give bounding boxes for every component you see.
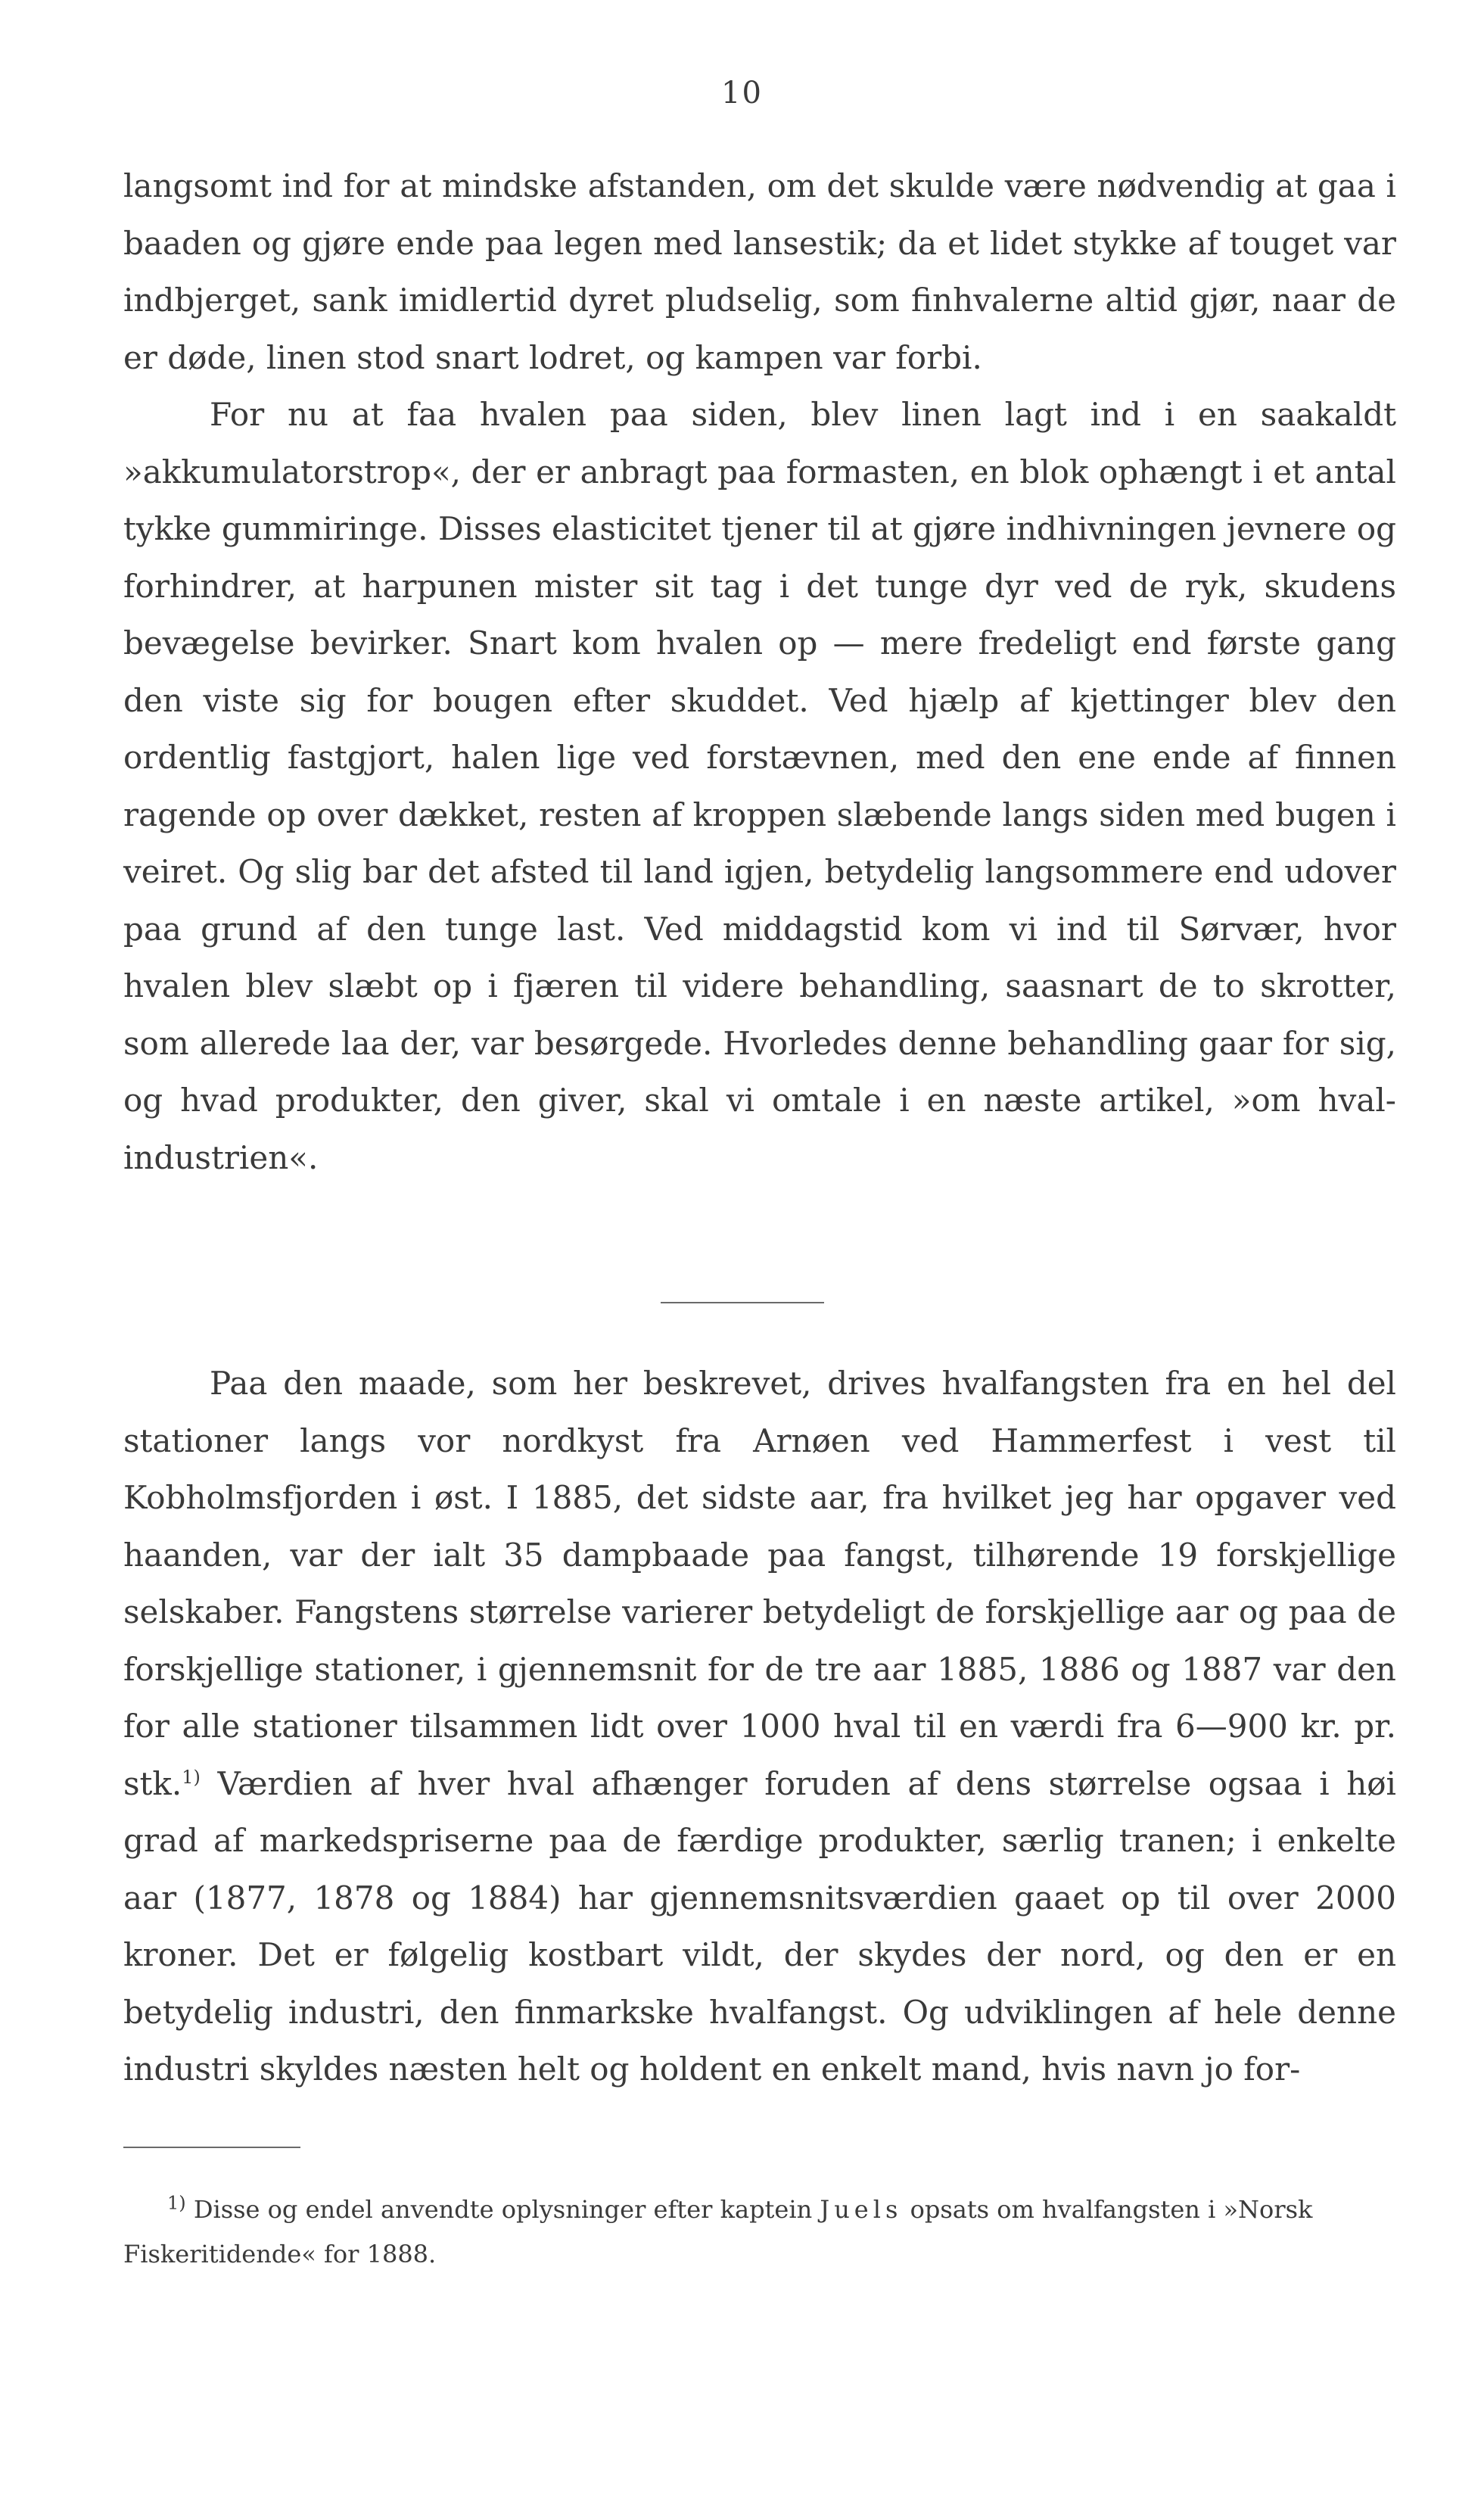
footnote-text [123, 2187, 1396, 2277]
page-number: 10 [721, 76, 763, 111]
section-divider [661, 1302, 824, 1303]
paragraph-akkumulatorstrop: For nu at faa hvalen paa siden, blev linen lagt ind i en saakaldt »akkumulatorstrop«, der er anbragt paa formasten, en blok ophængt i et antal tykke gummiringe. Disses elasticitet tjener til at gjøre indhivningen jevnere og forhindrer, at harpunen mister sit tag i det tunge dyr ved de ryk, skudens bevægelse bevirker. Snart kom hvalen op — mere fredeligt end første gang den viste sig for bougen efter skuddet. Ved hjælp af kjettinger blev den ordentlig fastgjort, halen lige ved forstævnen, med den ene ende af finnen ragende op over dækket, resten af kroppen slæbende langs siden med bugen i veiret. Og slig bar det afsted til land igjen, betydelig langsommere end udover paa grund af den tunge last. Ved middagstid kom vi ind til Sørvær, hvor hvalen blev slæbt op i fjæren til videre behandling, saasnart de to skrotter, som allerede laa der, var besørgede. Hvorledes denne behandling gaar for sig, og hvad produkter, den giver, skal vi omtale i en næste artikel, »om hvalindustrien«. [123, 396, 1396, 1176]
body-text-section-2 [123, 1355, 1396, 2098]
paragraph-text-after-footnote: Værdien af hver hval afhænger foruden af dens størrelse ogsaa i høi grad af markedspriserne paa de færdige produkter, særlig tranen; i enkelte aar (1877, 1878 og 1884) har gjennemsnitsværdien gaaet op til over 2000 kroner. Det er følgelig kostbart vildt, der skydes der nord, og den er en betydelig industri, den finmarkske hvalfangst. Og udviklingen af hele denne industri skyldes næsten helt og holdent en enkelt mand, hvis navn jo for- [123, 1764, 1396, 2088]
footnote-text-after-name: opsats om hvalfangsten i »Norsk Fiskeritidende« for 1888. [123, 2195, 1313, 2268]
footnote [123, 2187, 1396, 2277]
footnote-text-before-name: Disse og endel anvendte oplysninger efter kaptein [185, 2195, 820, 2224]
footnote-author-name: Juels [820, 2195, 903, 2224]
footnote-reference[interactable]: 1) [182, 1766, 201, 1788]
footnote-divider [123, 2147, 300, 2148]
body-text-section-1 [123, 157, 1396, 1186]
paragraph-continued: langsomt ind for at mindske afstanden, om det skulde være nødvendig at gaa i baaden og gjøre ende paa legen med lansestik; da et lidet stykke af touget var indbjerget, sank imidlertid dyret pludselig, som finhvalerne altid gjør, naar de er døde, linen stod snart lodret, og kampen var forbi. [123, 167, 1396, 376]
paragraph-hvalfangsten [123, 1355, 1396, 2098]
paragraph-text-before-footnote: Paa den maade, som her beskrevet, drives hvalfangsten fra en hel del stationer langs vor nordkyst fra Arnøen ved Hammerfest i vest til Kobholmsfjorden i øst. I 1885, det sidste aar, fra hvilket jeg har opgaver ved haanden, var der ialt 35 dampbaade paa fangst, tilhørende 19 forskjellige selskaber. Fangstens størrelse varierer betydeligt de forskjellige aar og paa de forskjellige stationer, i gjennemsnit for de tre aar 1885, 1886 og 1887 var den for alle stationer tilsammen lidt over 1000 hval til en værdi fra 6—900 kr. pr. stk. [123, 1365, 1396, 1802]
footnote-marker: 1) [167, 2192, 186, 2214]
